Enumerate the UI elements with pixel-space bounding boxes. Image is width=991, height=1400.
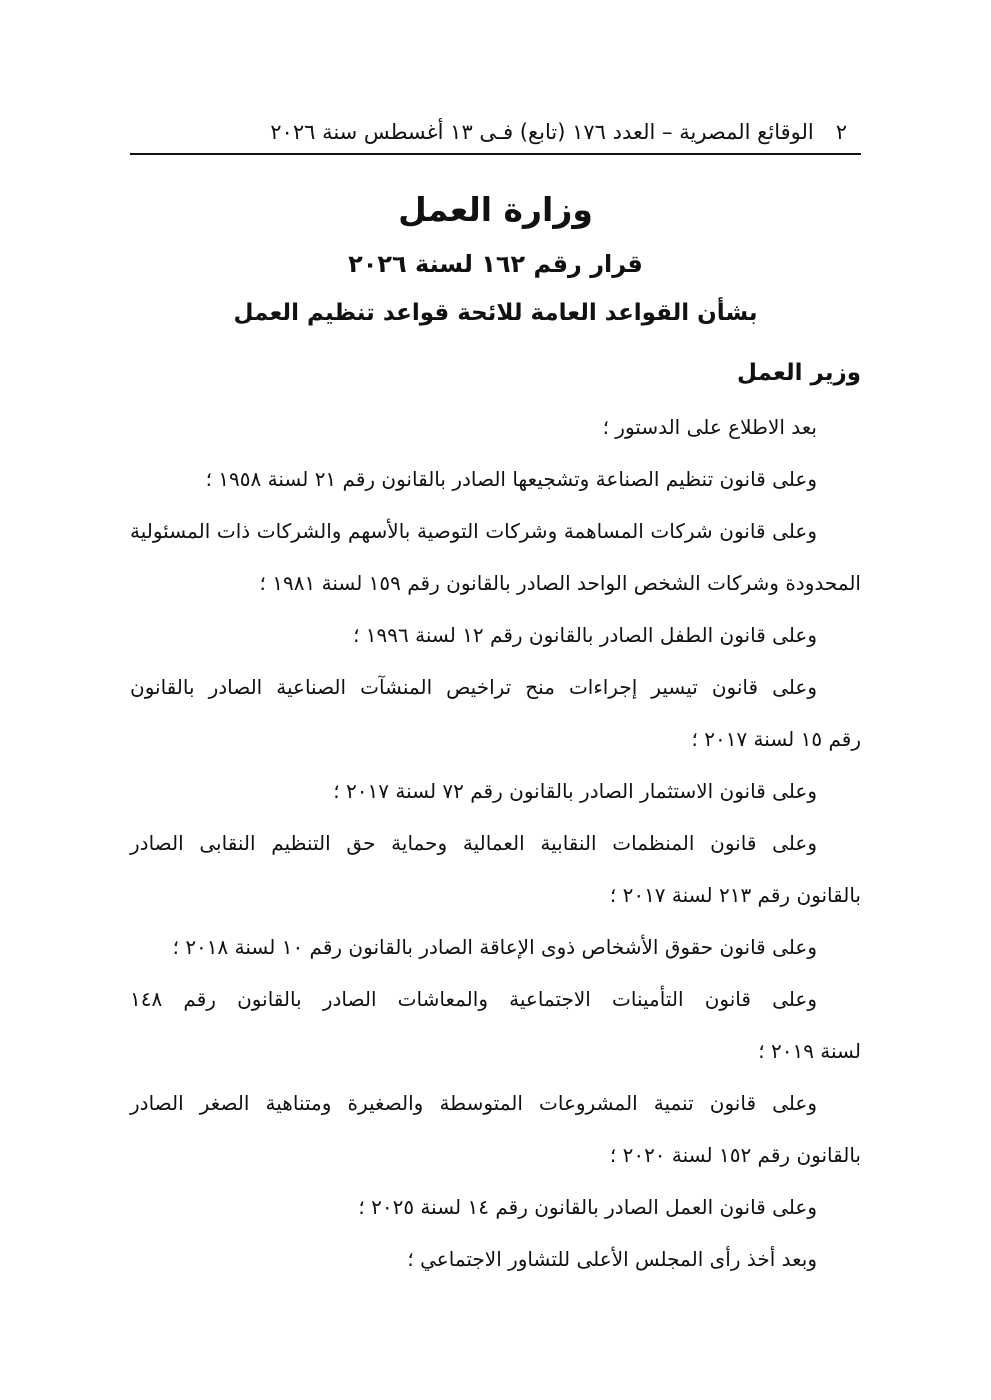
preamble-line: المحدودة وشركات الشخص الواحد الصادر بالقانون رقم ١٥٩ لسنة ١٩٨١ ؛ <box>259 571 861 595</box>
preamble-line: وعلى قانون العمل الصادر بالقانون رقم ١٤ لسنة ٢٠٢٥ ؛ <box>358 1195 817 1219</box>
page-number: ٢ <box>835 120 847 144</box>
decree-number: قرار رقم ١٦٢ لسنة ٢٠٢٦ <box>348 250 643 278</box>
preamble-line: لسنة ٢٠١٩ ؛ <box>758 1039 861 1063</box>
ministry-title: وزارة العمل <box>398 190 593 229</box>
preamble-line: وعلى قانون التأمينات الاجتماعية والمعاشات الصادر بالقانون رقم ١٤٨ <box>130 987 817 1011</box>
preamble-line: وعلى قانون شركات المساهمة وشركات التوصية بالأسهم والشركات ذات المسئولية <box>130 519 817 543</box>
preamble-line: بعد الاطلاع على الدستور ؛ <box>602 415 817 439</box>
document-page <box>130 0 861 1400</box>
preamble-line: وعلى قانون تنظيم الصناعة وتشجيعها الصادر بالقانون رقم ٢١ لسنة ١٩٥٨ ؛ <box>205 467 817 491</box>
publication-info: الوقائع المصرية – العدد ١٧٦ (تابع) فـى ١٣ أغسطس سنة ٢٠٢٦ <box>270 120 814 144</box>
page-header <box>130 112 861 152</box>
header-divider <box>130 153 861 155</box>
preamble-line: وبعد أخذ رأى المجلس الأعلى للتشاور الاجتماعي ؛ <box>407 1247 817 1271</box>
minister-heading: وزير العمل <box>737 360 861 386</box>
preamble-line: بالقانون رقم ٢١٣ لسنة ٢٠١٧ ؛ <box>609 883 861 907</box>
preamble-line: وعلى قانون الطفل الصادر بالقانون رقم ١٢ لسنة ١٩٩٦ ؛ <box>353 623 817 647</box>
preamble-line: وعلى قانون المنظمات النقابية العمالية وحماية حق التنظيم النقابى الصادر <box>130 831 817 855</box>
preamble-line: بالقانون رقم ١٥٢ لسنة ٢٠٢٠ ؛ <box>609 1143 861 1167</box>
preamble-line: وعلى قانون الاستثمار الصادر بالقانون رقم ٧٢ لسنة ٢٠١٧ ؛ <box>333 779 817 803</box>
preamble-line: وعلى قانون تيسير إجراءات منح تراخيص المنشآت الصناعية الصادر بالقانون <box>130 675 817 699</box>
preamble-line: وعلى قانون حقوق الأشخاص ذوى الإعاقة الصادر بالقانون رقم ١٠ لسنة ٢٠١٨ ؛ <box>172 935 817 959</box>
decree-subject: بشأن القواعد العامة للائحة قواعد تنظيم العمل <box>233 300 758 326</box>
preamble-line: رقم ١٥ لسنة ٢٠١٧ ؛ <box>691 727 861 751</box>
preamble-line: وعلى قانون تنمية المشروعات المتوسطة والصغيرة ومتناهية الصغر الصادر <box>130 1091 817 1115</box>
